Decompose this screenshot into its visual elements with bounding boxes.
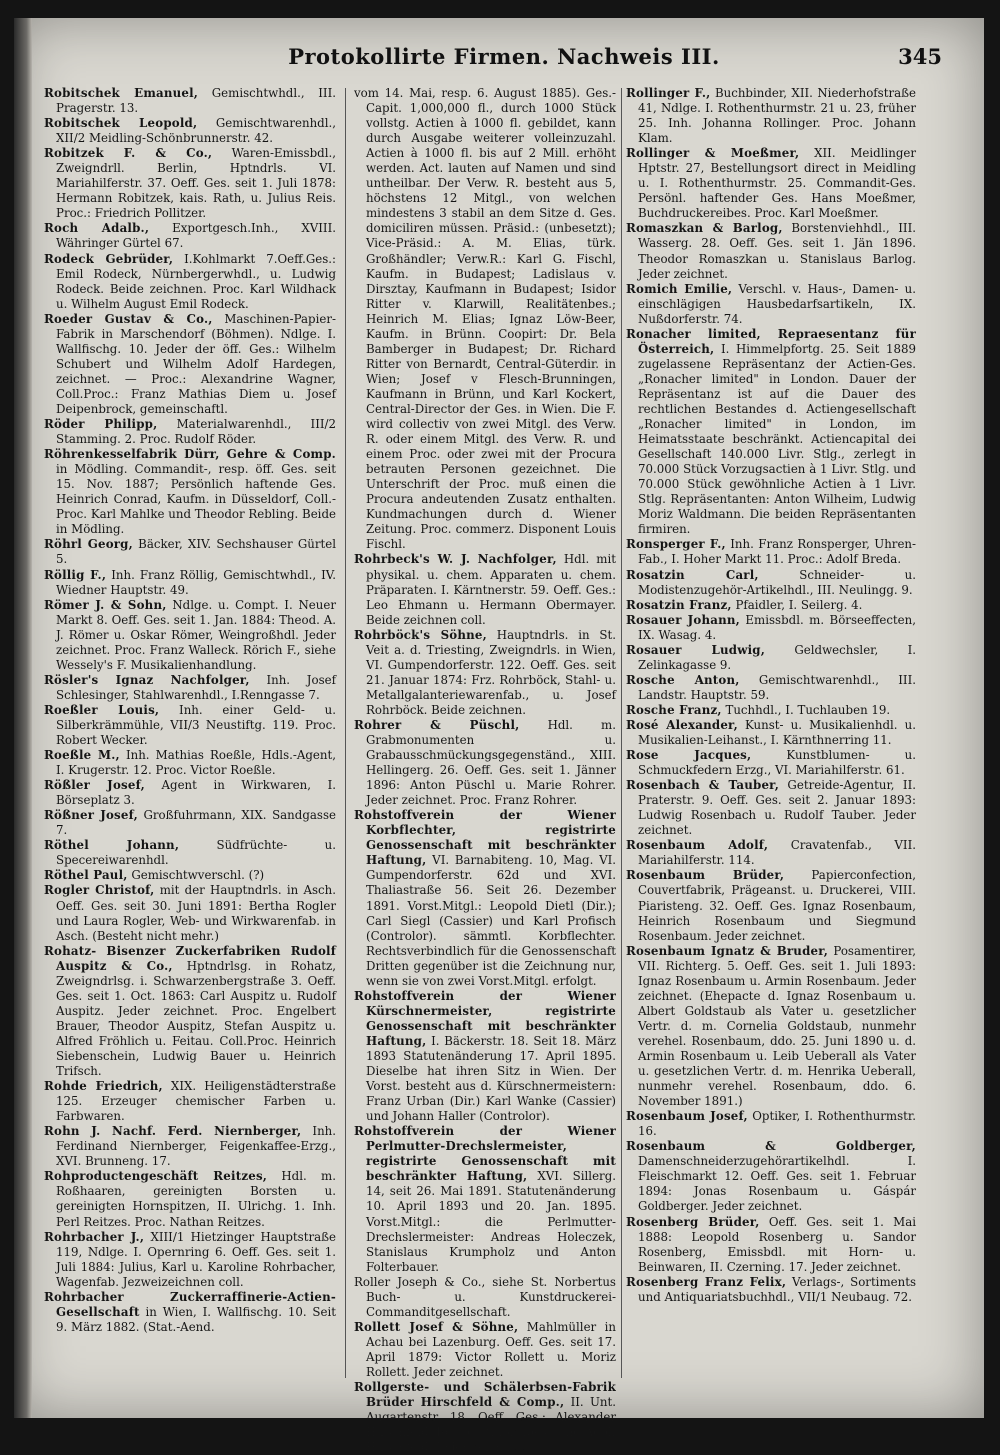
firm-details: XIX. Heiligenstädterstraße 125. Erzeuger chemischer Farben u. Farbwaren. bbox=[56, 1079, 336, 1124]
directory-entry bbox=[44, 417, 336, 447]
directory-entry bbox=[44, 703, 336, 748]
firm-name: Rosche Anton, bbox=[626, 672, 740, 687]
directory-entry bbox=[44, 1169, 336, 1229]
firm-details: XIII/1 Hietzinger Hauptstraße 119, Ndlge. I. Opernring 6. Oeff. Ges. seit 1. Juli 1884: Julius, Karl u. Karoline Rohrbacher, Wagenfab. Jezweizeichnen coll. bbox=[56, 1229, 336, 1289]
directory-entry bbox=[626, 1275, 916, 1305]
directory-entry bbox=[626, 327, 916, 538]
firm-details: Hptndrlsg. in Rohatz, Zweigndrlsg. i. Schwarzenbergstraße 3. Oeff. Ges. seit 1. Oct. 1863: Carl Auspitz u. Rudolf Auspitz. Jeder zeichnet. Proc. Engelbert Brauer, Theodor Auspitz, Stefan Auspitz u. Alfred Fröhlich u. Feitau. Coll.Proc. Heinrich Siebenschein, Ludwig Bauer u. Heinrich Trifsch. bbox=[56, 958, 336, 1079]
firm-details: Borstenviehhdl., III. Wasserg. 28. Oeff. Ges. seit 1. Jän 1896. Theodor Romaszkan u. Stanislaus Barlog. Jeder zeichnet. bbox=[638, 221, 916, 281]
firm-name: Roch Adalb., bbox=[44, 221, 150, 236]
directory-entry bbox=[626, 282, 916, 327]
firm-details: Gemischtwarenhdl., III. Landstr. Hauptstr. 59. bbox=[638, 672, 916, 702]
firm-name: Rosche Franz, bbox=[626, 702, 722, 717]
directory-entry bbox=[626, 868, 916, 943]
firm-details: Kunst- u. Musikalienhdl. u. Musikalien-Leihanst., I. Kärnthnerring 11. bbox=[638, 717, 916, 748]
firm-details: Inh. Ferdinand Niernberger, Feigenkaffee-Erzg., XVI. Brunneng. 17. bbox=[56, 1124, 337, 1169]
column-divider bbox=[345, 88, 346, 1378]
directory-entry bbox=[626, 718, 916, 748]
directory-entry bbox=[626, 748, 916, 778]
directory-entry bbox=[44, 221, 336, 251]
firm-name: Rösler's Ignaz Nachfolger, bbox=[44, 672, 250, 687]
firm-details: XII. Meidlinger Hptstr. 27, Bestellungsort direct in Meidling u. I. Rothenthurmstr. 25. Commandit-Ges. Persönl. haftender Ges. Hans Moeßmer, Buchdruckereibes. Proc. Karl Moeßmer. bbox=[638, 146, 917, 221]
directory-entry bbox=[44, 778, 336, 808]
column-divider bbox=[621, 88, 622, 1378]
firm-name: Romich Emilie, bbox=[626, 281, 733, 296]
directory-entry bbox=[44, 312, 336, 417]
firm-details: Cravatenfab., VII. Mariahilferstr. 114. bbox=[638, 838, 916, 868]
firm-details: Hdl. m. Roßhaaren, gereinigten Borsten u. gereinigten Hornspitzen, II. Ulrichg. 1. Inh. Perl Reitzes. Proc. Nathan Reitzes. bbox=[56, 1169, 336, 1229]
firm-name: Röhrenkesselfabrik Dürr, Gehre & Comp. bbox=[44, 447, 336, 462]
firm-details: Gemischtwhdl., III. Pragerstr. 13. bbox=[56, 86, 336, 116]
firm-details: Verschl. v. Haus-, Damen- u. einschlägigen Hausbedarfsartikeln, IX. Nußdorferstr. 74. bbox=[638, 281, 916, 326]
firm-details: I.Kohlmarkt 7.Oeff.Ges.: Emil Rodeck, Nürnbergerwhdl., u. Ludwig Rodeck. Beide zeichnen. Proc. Karl Wildhack u. Wilhelm August Emil Rodeck. bbox=[56, 251, 336, 311]
firm-details: Ndlge. u. Compt. I. Neuer Markt 8. Oeff. Ges. seit 1. Jan. 1884: Theod. A. J. Römer u. Oskar Römer, Weingroßhdl. Jeder zeichnet. Proc. Franz Walleck. Rörich F., siehe Wessely's F. Musikalienhandlung. bbox=[56, 597, 336, 672]
firm-details: Damenschneiderzugehörartikelhdl. I. Fleischmarkt 12. Oeff. Ges. seit 1. Februar 1894: Jonas Rosenbaum u. Gáspár Goldberger. Jeder zeichnet. bbox=[638, 1154, 916, 1214]
firm-details: Maschinen-Papier-Fabrik in Marschendorf (Böhmen). Ndlge. I. Wallfischg. 10. Jeder der öff. Ges.: Wilhelm Schubert und Wilhelm Adolf Hardegen, zeichnet. — Proc.: Alexandrine Wagner, Coll.Proc.: Franz Mathias Diem u. Josef Deipenbrock, gemeinschaftl. bbox=[56, 311, 336, 416]
firm-name: Rose Jacques, bbox=[626, 748, 752, 763]
directory-entry bbox=[44, 1124, 336, 1169]
directory-entry bbox=[626, 598, 916, 613]
firm-name: Rößler Josef, bbox=[44, 778, 145, 793]
previous-page-edge bbox=[14, 18, 32, 1418]
firm-details: Schneider- u. Modistenzugehör-Artikelhdl., III. Neulingg. 9. bbox=[638, 567, 916, 597]
firm-details: Optiker, I. Rothenthurmstr. 16. bbox=[638, 1109, 917, 1139]
firm-name: Römer J. & Sohn, bbox=[44, 597, 167, 612]
directory-entry bbox=[626, 537, 916, 567]
directory-entry bbox=[626, 613, 916, 643]
directory-entry bbox=[44, 944, 336, 1079]
directory-entry bbox=[44, 748, 336, 778]
firm-name: Rosenbaum Brüder, bbox=[626, 868, 785, 883]
directory-entry bbox=[44, 598, 336, 673]
firm-details: I. Himmelpfortg. 25. Seit 1889 zugelassene Repräsentanz der Actien-Ges. „Ronacher limited" in London. Dauer der Repräsentanz ist auf die Dauer des rechtlichen Bestandes d. Actiengesellschaft „Ronacher limited" in London, im Heimatsstaate beschränkt. Actiencapital dei Gesellschaft 140.000 Livr. Stlg., zerlegt in 70.000 Stück Vorzugsactien à 1 Livr. Stlg. und 70.000 Stück gewöhnliche Actien à 1 Livr. Stlg. Repräsentanten: Anton Wilheim, Ludwig Moriz Waldmann. Die beiden Repräsentanten firmiren. bbox=[638, 341, 916, 537]
directory-entry bbox=[354, 1124, 616, 1274]
firm-details: Bäcker, XIV. Sechshauser Gürtel 5. bbox=[56, 537, 336, 567]
firm-details: Mahlmüller in Achau bei Lazenburg. Oeff. Ges. seit 17. April 1879: Victor Rollett u. Moriz Rollett. Jeder zeichnet. bbox=[366, 1319, 616, 1379]
firm-details: Papierconfection, Couvertfabrik, Prägeanst. u. Druckerei, VIII. Piaristeng. 32. Oeff. Ges. Ignaz Rosenbaum, Heinrich Rosenbaum und Siegmund Rosenbaum. Jeder zeichnet. bbox=[638, 868, 916, 943]
firm-details: Kunstblumen- u. Schmuckfedern Erzg., VI. Mariahilferstr. 61. bbox=[638, 748, 917, 778]
firm-name: Rößner Josef, bbox=[44, 808, 138, 823]
firm-name: Roeßler Louis, bbox=[44, 702, 160, 717]
firm-details: Agent in Wirkwaren, I. Börseplatz 3. bbox=[56, 778, 337, 808]
page-header bbox=[54, 44, 954, 84]
directory-entry bbox=[354, 1380, 616, 1455]
firm-name: Röthel Johann, bbox=[44, 838, 180, 853]
firm-name: Rosenbach & Tauber, bbox=[626, 778, 780, 793]
directory-entry bbox=[626, 1215, 916, 1275]
firm-name: Rohproductengeschäft Reitzes, bbox=[44, 1169, 268, 1184]
directory-entry bbox=[626, 1109, 916, 1139]
firm-details: Oeff. Ges. seit 1. Mai 1888: Leopold Rosenberg u. Sandor Rosenberg, Emissbdl. mit Horn- u. Beinwaren, II. Czerning. 17. Jeder zeichnet. bbox=[638, 1214, 917, 1274]
firm-name: Rogler Christof, bbox=[44, 883, 155, 898]
firm-details: Inh. einer Geld- u. Silberkrämmühle, VII/3 Neustiftg. 119. Proc. Robert Wecker. bbox=[56, 702, 336, 748]
firm-name: Rohrbeck's W. J. Nachfolger, bbox=[354, 552, 557, 567]
firm-details: Geldwechsler, I. Zelinkagasse 9. bbox=[638, 642, 916, 672]
directory-entry bbox=[626, 568, 916, 598]
firm-name: Rodeck Gebrüder, bbox=[44, 251, 174, 266]
firm-name: Robitzek F. & Co., bbox=[44, 146, 213, 161]
firm-details: Materialwarenhdl., III/2 Stamming. 2. Proc. Rudolf Röder. bbox=[56, 417, 336, 447]
page-number: 345 bbox=[898, 44, 942, 69]
firm-name: Romaszkan & Barlog, bbox=[626, 221, 783, 236]
firm-details: Gemischtwarenhdl., XII/2 Meidling-Schönbrunnerstr. 42. bbox=[56, 116, 337, 146]
firm-name: Rosauer Johann, bbox=[626, 612, 740, 627]
firm-name: Röder Philipp, bbox=[44, 417, 158, 432]
directory-entry bbox=[44, 568, 336, 598]
directory-entry bbox=[626, 838, 916, 868]
directory-entry bbox=[626, 778, 916, 838]
directory-entry bbox=[354, 989, 616, 1124]
firm-name: Rollett Josef & Söhne, bbox=[354, 1319, 519, 1334]
firm-name: Rohstoffverein der Wiener Perlmutter-Drechslermeister, registrirte Genossenschaft mit beschränkter Haftung, bbox=[354, 1124, 616, 1184]
firm-details: Inh. Josef Schlesinger, Stahlwarenhdl., I.Renngasse 7. bbox=[56, 672, 337, 702]
firm-name: Rosenberg Brüder, bbox=[626, 1214, 760, 1229]
firm-name: Rohn J. Nachf. Ferd. Niernberger, bbox=[44, 1124, 302, 1139]
firm-details: Waren-Emissbdl., Zweigndrll. Berlin, Hptndrls. VI. Mariahilferstr. 37. Oeff. Ges. seit 1. Juli 1878: Hermann Robitzek, kais. Rath, u. Julius Reis. Proc.: Friedrich Pollitzer. bbox=[56, 146, 336, 221]
firm-name: Rosenberg Franz Felix, bbox=[626, 1274, 787, 1289]
directory-entry bbox=[354, 718, 616, 808]
firm-name: Rohrbacher J., bbox=[44, 1229, 145, 1244]
firm-name: Robitschek Emanuel, bbox=[44, 86, 199, 100]
firm-name: Rollgerste- und Schälerbsen-Fabrik Brüder Hirschfeld & Comp., bbox=[354, 1380, 616, 1410]
firm-details: Hdl. m. Grabmonumenten u. Grabausschmückungsgegenständ., XIII. Hellingerg. 26. Oeff. Ges. seit 1. Jänner 1896: Anton Püschl u. Marie Rohrer. Jeder zeichnet. Proc. Franz Rohrer. bbox=[366, 717, 616, 808]
directory-entry bbox=[44, 447, 336, 537]
directory-entry bbox=[44, 146, 336, 221]
firm-name: Rosenbaum Adolf, bbox=[626, 838, 769, 853]
firm-name: Rohrer & Püschl, bbox=[354, 717, 520, 732]
firm-name: Rosé Alexander, bbox=[626, 717, 738, 732]
firm-name: Rosenbaum Ignatz & Bruder, bbox=[626, 943, 829, 958]
firm-name: Rohstoffverein der Wiener Kürschnermeister, registrirte Genossenschaft mit beschränkter Haftung, bbox=[354, 988, 616, 1048]
firm-details: in Wien, I. Wallfischg. 10. Seit 9. März 1882. (Stat.-Aend. bbox=[56, 1304, 337, 1334]
firm-name: Röthel Paul, bbox=[44, 868, 128, 883]
firm-details: II. Unt. Augartenstr. 18. Oeff. Ges.: Alexander Hirschfeld, Rollgerstfabrikbes., und Adolf Hirschfeld. Jeder zeichnet. bbox=[366, 1395, 616, 1455]
firm-name: Roeder Gustav & Co., bbox=[44, 311, 213, 326]
directory-entry bbox=[354, 1320, 616, 1380]
directory-entry bbox=[354, 552, 616, 627]
directory-entry bbox=[44, 1230, 336, 1290]
firm-details: Posamentirer, VII. Richterg. 5. Oeff. Ges. seit 1. Juli 1893: Ignaz Rosenbaum u. Armin Rosenbaum. Jeder zeichnet. (Ehepacte d. Ignaz Rosenbaum u. Albert Goldstaub als Vater u. gesetzlicher Vertr. d. m. Cornelia Goldstaub, nunmehr verehel. Rosenbaum, ddo. 25. Juni 1890 u. d. Armin Rosenbaum u. Leib Ueberall als Vater u. gesetzlichen Vertr. d. m. Henrika Ueberall, nunmehr verehel. Rosenbaum, ddo. 6. November 1891.) bbox=[638, 943, 917, 1109]
firm-name: Rosauer Ludwig, bbox=[626, 642, 766, 657]
firm-name: Röllig F., bbox=[44, 567, 107, 582]
column-1 bbox=[44, 86, 336, 1386]
directory-entry bbox=[44, 1079, 336, 1124]
firm-details: Exportgesch.Inh., XVIII. Währinger Gürtel 67. bbox=[56, 221, 337, 251]
firm-name: Ronacher limited, Repraesentanz für Österreich, bbox=[626, 326, 916, 356]
directory-entry bbox=[44, 86, 336, 116]
firm-details: Inh. Franz Röllig, Gemischtwhdl., IV. Wiedner Hauptstr. 49. bbox=[56, 567, 337, 597]
firm-details: XVI. Sillerg. 14, seit 26. Mai 1891. Statutenänderung 10. April 1893 und 20. Jan. 1895. Vorst.Mitgl.: die Perlmutter-Drechslermeister: Andreas Holeczek, Stanislaus Krumpholz und Anton Folterbauer. bbox=[366, 1169, 616, 1274]
firm-details: Inh. Franz Ronsperger, Uhren-Fab., I. Hoher Markt 11. Proc.: Adolf Breda. bbox=[638, 537, 917, 567]
firm-details: VI. Barnabiteng. 10, Mag. VI. Gumpendorferstr. 62d und XVI. Thaliastraße 56. Seit 26. Dezember 1891. Vorst.Mitgl.: Leopold Dietl (Dir.); Carl Siegl (Cassier) und Karl Profisch (Controlor). sämmtl. Korbflechter. Rechtsverbindlich für die Genossenschaft Dritten gegenüber ist die Zeichnung nur, wenn sie von zwei Vorst.Mitgl. erfolgt. bbox=[366, 853, 617, 988]
firm-name: Rosatzin Franz, bbox=[626, 597, 732, 612]
firm-details: Verlags-, Sortiments und Antiquariatsbuchhdl., VII/1 Neubaug. 72. bbox=[638, 1274, 917, 1304]
firm-name: Rollinger & Moeßmer, bbox=[626, 146, 800, 161]
directory-entry bbox=[44, 537, 336, 567]
firm-name: Rollinger F., bbox=[626, 86, 711, 100]
firm-name: Röhrl Georg, bbox=[44, 537, 133, 552]
firm-details: Buchbinder, XII. Niederhofstraße 41, Ndlge. I. Rothenthurmstr. 21 u. 23, früher 25. Inh. Johanna Rollinger. Proc. Johann Klam. bbox=[638, 86, 916, 146]
directory-entry bbox=[626, 146, 916, 221]
firm-details: I. Bäckerstr. 18. Seit 18. März 1893 Statutenänderung 17. April 1895. Dieselbe hat ihren Sitz in Wien. Der Vorst. besteht aus d. Kürschnermeistern: Franz Urban (Dir.) Karl Wanke (Cassier) und Johann Haller (Controlor). bbox=[366, 1033, 616, 1124]
firm-name: Rohrbacher Zuckerraffinerie-Actien-Gesellschaft bbox=[44, 1289, 336, 1319]
directory-entry bbox=[44, 808, 336, 838]
firm-name: Rohde Friedrich, bbox=[44, 1079, 163, 1094]
directory-entry bbox=[44, 838, 336, 868]
directory-entry bbox=[354, 808, 616, 989]
firm-name: Rohatz- Bisenzer Zuckerfabriken Rudolf Auspitz & Co., bbox=[44, 943, 336, 973]
firm-details: Hauptndrls. in St. Veit a. d. Triesting, Zweigndrls. in Wien, VI. Gumpendorferstr. 122. Oeff. Ges. seit 21. Januar 1874: Frz. Rohrböck, Stahl- u. Metallgalanteriewarenfab., u. Josef Rohrböck. Beide zeichnen. bbox=[366, 627, 616, 717]
firm-details: Roller Joseph & Co., siehe St. Norbertus Buch- u. Kunstdruckerei-Commanditgesellschaft. bbox=[354, 1274, 616, 1319]
directory-entry bbox=[44, 868, 336, 883]
column-3 bbox=[626, 86, 916, 1386]
firm-details: Gemischtwverschl. (?) bbox=[131, 868, 265, 883]
directory-entry bbox=[626, 944, 916, 1110]
directory-entry bbox=[626, 703, 916, 718]
firm-details: vom 14. Mai, resp. 6. August 1885). Ges.-Capit. 1,000,000 fl., durch 1000 Stück vollstg. Actien à 1000 fl. gebildet, kann durch Ausgabe weiterer volleinzuzahl. Actien à 1000 fl. bis auf 2 Mill. erhöht werden. Act. lauten auf Namen und sind untheilbar. Der Verw. R. besteht aus 5, höchstens 12 Mitgl., von welchen mindestens 3 stabil an dem Sitze d. Ges. domiciliren müssen. Präsid.: (unbesetzt); Vice-Präsid.: A. M. Elias, türk. Großhändler; Verw.R.: Karl G. Fischl, Kaufm. in Budapest; Ladislaus v. Dirsztay, Kaufmann in Budapest; Isidor Ritter v. Klarwill, Realitätenbes.; Heinrich M. Elias; Ignaz Löw-Beer, Kaufm. in Brünn. Coopirt: Dr. Bela Bamberger in Budapest; Dr. Richard Ritter von Bernardt, Central-Güterdir. in Wien; Josef v Flesch-Brunningen, Kaufmann in Brünn, und Karl Kockert, Central-Director der Ges. in Wien. Die F. wird collectiv von zwei Mitgl. des Verw. R. oder einem Mitgl. des Verw. R. und einem Proc. oder zwei mit der Procura betrauten Personen gezeichnet. Die Unterschrift der Proc. muß einen die Procura andeutenden Zusatz enthalten. Kundmachungen durch d. Wiener Zeitung. Proc. commerz. Disponent Louis Fischl. bbox=[354, 86, 616, 552]
directory-entry bbox=[626, 643, 916, 673]
directory-entry bbox=[626, 221, 916, 281]
directory-entry bbox=[626, 1139, 916, 1214]
directory-entry bbox=[354, 1275, 616, 1320]
firm-details: Emissbdl. m. Börseeffecten, IX. Wasag. 4. bbox=[638, 612, 916, 642]
page-title: Protokollirte Firmen. Nachweis III. bbox=[288, 44, 720, 69]
firm-details: Tuchhdl., I. Tuchlauben 19. bbox=[725, 702, 891, 717]
firm-details: Getreide-Agentur, II. Praterstr. 9. Oeff. Ges. seit 2. Januar 1893: Ludwig Rosenbach u. Rudolf Tauber. Jeder zeichnet. bbox=[638, 778, 916, 838]
firm-details: Inh. Mathias Roeßle, Hdls.-Agent, I. Krugerstr. 12. Proc. Victor Roeßle. bbox=[56, 748, 336, 778]
directory-entry bbox=[354, 628, 616, 718]
firm-details: mit der Hauptndrls. in Asch. Oeff. Ges. seit 30. Juni 1891: Bertha Rogler und Laura Rogler, Web- und Wirkwarenfab. in Asch. (Besteht nicht mehr.) bbox=[56, 883, 336, 943]
firm-name: Roeßle M., bbox=[44, 748, 120, 763]
firm-name: Rohrböck's Söhne, bbox=[354, 627, 487, 642]
firm-details: Hdl. mit physikal. u. chem. Apparaten u. chem. Präparaten. I. Kärntnerstr. 59. Oeff. Ges.: Leo Ehmann u. Hermann Obermayer. Beide zeichnen coll. bbox=[366, 552, 616, 627]
directory-entry bbox=[44, 116, 336, 146]
firm-details: Großfuhrmann, XIX. Sandgasse 7. bbox=[56, 808, 337, 838]
directory-entry bbox=[44, 252, 336, 312]
directory-entry bbox=[626, 86, 916, 146]
directory-entry bbox=[44, 1290, 336, 1335]
firm-details: Pfaidler, I. Seilerg. 4. bbox=[735, 597, 863, 612]
directory-entry bbox=[626, 673, 916, 703]
firm-name: Ronsperger F., bbox=[626, 537, 726, 552]
column-2 bbox=[354, 86, 617, 1455]
firm-details: Südfrüchte- u. Specereiwarenhdl. bbox=[56, 838, 336, 868]
firm-name: Rohstoffverein der Wiener Korbflechter, registrirte Genossenschaft mit beschränkter Haftung, bbox=[354, 808, 616, 868]
directory-entry bbox=[44, 883, 336, 943]
document-page bbox=[14, 18, 984, 1455]
firm-details: in Mödling. Commandit-, resp. öff. Ges. seit 15. Nov. 1887; Persönlich haftende Ges. Heinrich Conrad, Kaufm. in Düsseldorf, Coll.-Proc. Karl Mahlke und Theodor Rebling. Beide in Mödling. bbox=[56, 462, 336, 537]
firm-name: Robitschek Leopold, bbox=[44, 116, 198, 131]
firm-name: Rosenbaum & Goldberger, bbox=[626, 1139, 916, 1154]
directory-entry bbox=[354, 86, 616, 552]
directory-entry bbox=[44, 673, 336, 703]
firm-name: Rosatzin Carl, bbox=[626, 567, 759, 582]
firm-name: Rosenbaum Josef, bbox=[626, 1109, 748, 1124]
